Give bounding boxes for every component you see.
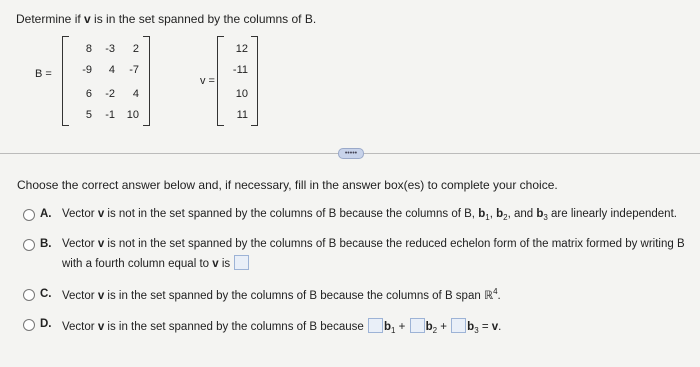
vector-v-label: v = [200, 75, 215, 87]
matrix-cell: -7 [129, 64, 139, 76]
option-d-coef-box-3[interactable] [451, 318, 466, 333]
matrix-cell: 4 [132, 88, 139, 100]
vector-v-right-bracket [251, 36, 258, 126]
option-a-text: Vector v is not in the set spanned by the columns of B because the columns of B, $b_1$, $b_2$, and $b_3$ are linearly independent. [62, 208, 677, 222]
vector-cell: 10 [235, 88, 248, 100]
matrix-cell: -2 [105, 88, 115, 100]
option-d-coef-box-2[interactable] [410, 318, 425, 333]
question-v: v [84, 12, 91, 26]
option-b-radio[interactable] [23, 239, 35, 251]
option-d-letter: D. [40, 318, 52, 330]
matrix-cell: 6 [85, 88, 92, 100]
matrix-cell: -3 [105, 43, 115, 55]
matrix-cell: 8 [85, 43, 92, 55]
option-c-text: Vector v is in the set spanned by the columns of B because the columns of B span ℝ$^4$. [62, 287, 501, 302]
question-post: is in the set spanned by the columns of B. [90, 12, 317, 26]
vector-v [190, 0, 270, 140]
matrix-cell: 4 [108, 64, 115, 76]
option-c-letter: C. [40, 288, 52, 300]
option-b-letter: B. [40, 238, 52, 250]
question-pre: Determine if [16, 12, 85, 26]
vector-cell: 12 [235, 43, 248, 55]
option-b-text: Vector v is not in the set spanned by the columns of B because the reduced echelon form of the matrix formed by writing B [62, 238, 685, 250]
matrix-cell: -1 [105, 109, 115, 121]
option-d-text: Vector v is in the set spanned by the columns of B because $b_1 + b_2 + b_3 = v$. [62, 318, 501, 333]
matrix-b-right-bracket [143, 36, 150, 126]
matrix-b [0, 0, 170, 140]
matrix-cell: 10 [126, 109, 139, 121]
vector-cell: 11 [236, 109, 248, 121]
matrix-cell: 5 [85, 109, 92, 121]
vector-cell: -11 [232, 64, 248, 76]
option-d-radio[interactable] [23, 319, 35, 331]
more-button[interactable]: ••••• [338, 148, 364, 159]
option-a-radio[interactable] [23, 209, 35, 221]
matrix-b-label: B = [35, 68, 52, 80]
option-b-text-line2: with a fourth column equal to v is [62, 255, 250, 270]
instruction-text: Choose the correct answer below and, if necessary, fill in the answer box(es) to complete your choice. [17, 178, 558, 192]
matrix-cell: -9 [82, 64, 92, 76]
option-b-answer-box[interactable] [234, 255, 249, 270]
option-d-coef-box-1[interactable] [368, 318, 383, 333]
matrix-cell: 2 [132, 43, 139, 55]
option-a-letter: A. [40, 208, 52, 220]
option-c-radio[interactable] [23, 289, 35, 301]
